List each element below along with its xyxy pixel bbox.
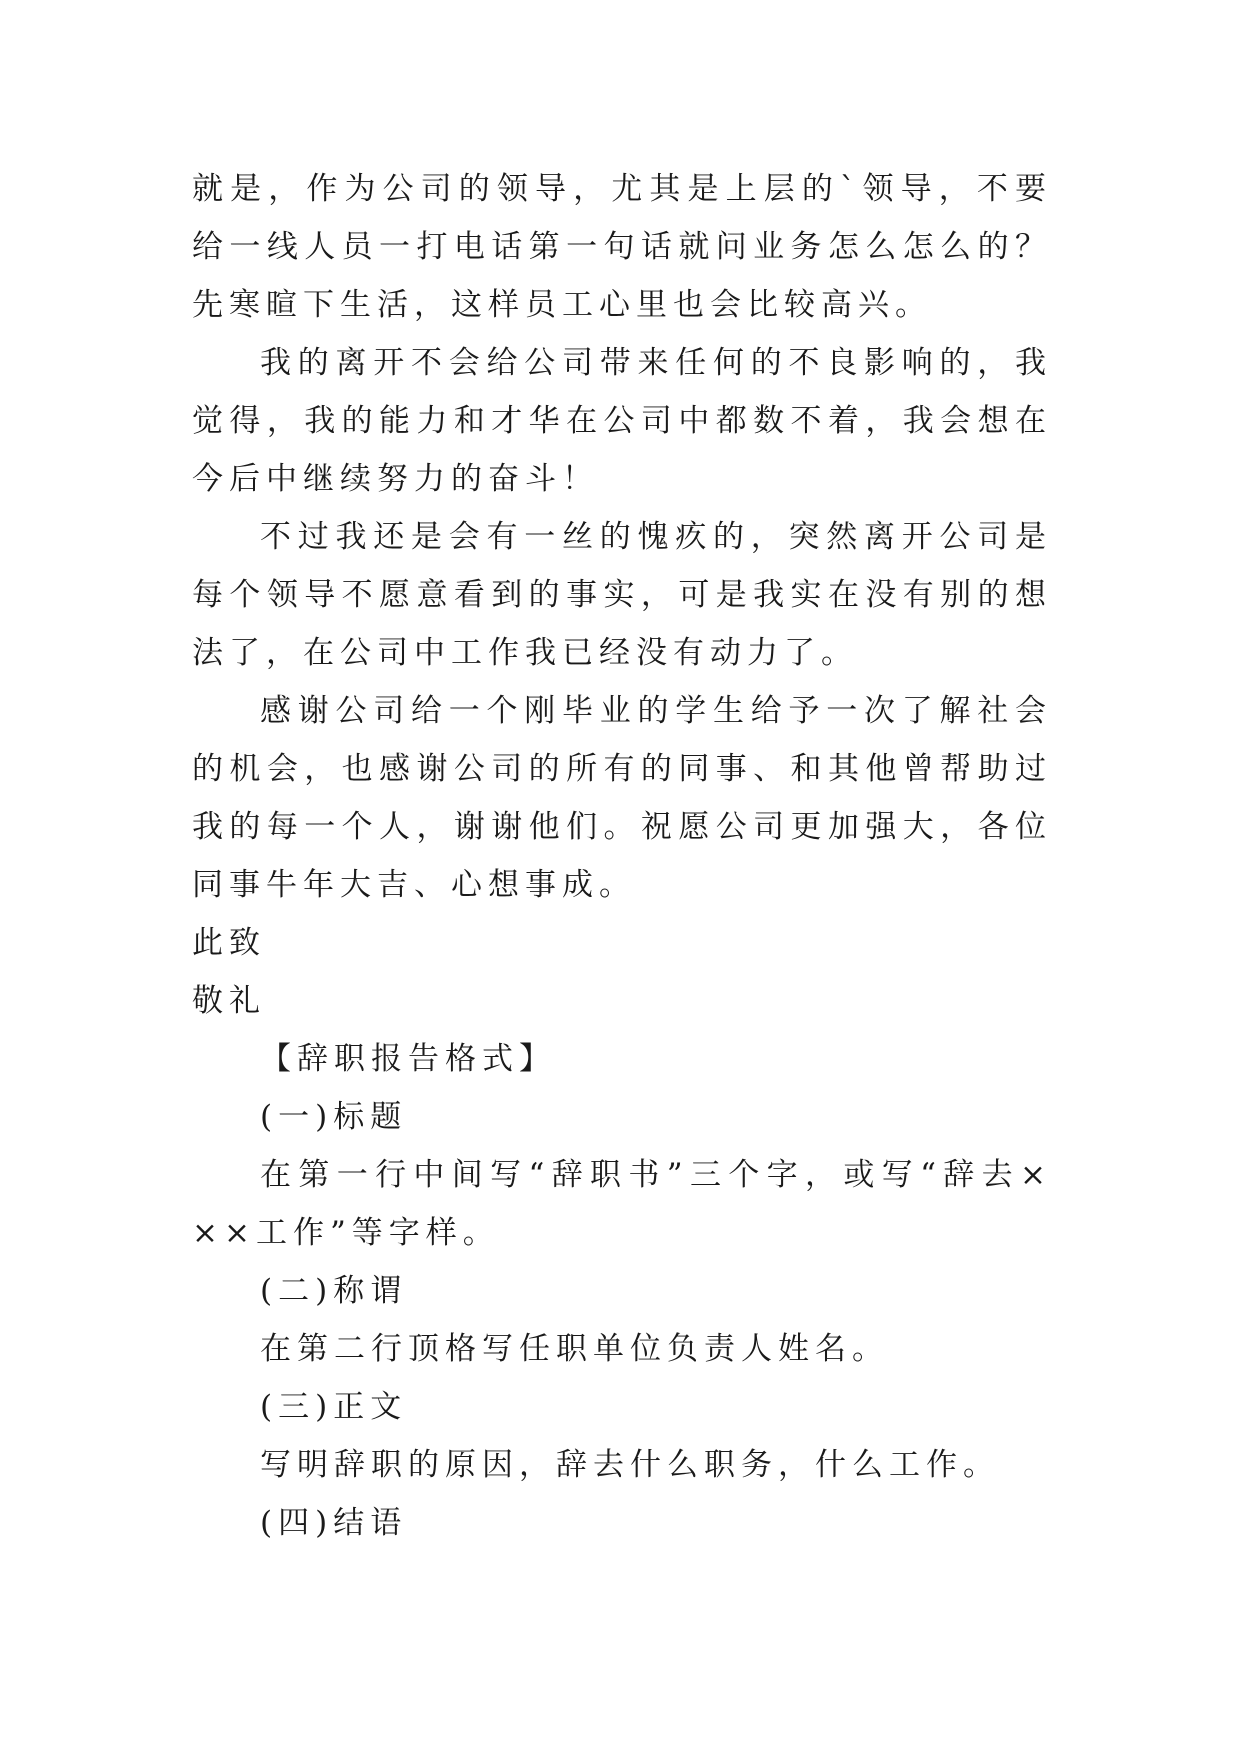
section-body-title: 在第一行中间写“辞职书”三个字，或写“辞去×××工作”等字样。 <box>192 1157 1052 1251</box>
section-heading-main-text: (三)正文 <box>260 1389 408 1425</box>
section-body-salutation: 在第二行顶格写任职单位负责人姓名。 <box>260 1331 889 1367</box>
paragraph-continuation: 就是，作为公司的领导，尤其是上层的`领导，不要给一线人员一打电话第一句话就问业务怎么怎么的？先寒暄下生活，这样员工心里也会比较高兴。 <box>192 171 1052 323</box>
format-heading: 【辞职报告格式】 <box>260 1041 556 1077</box>
paragraph-regret: 不过我还是会有一丝的愧疚的，突然离开公司是每个领导不愿意看到的事实，可是我实在没有别的想法了，在公司中工作我已经没有动力了。 <box>192 519 1052 671</box>
section-body-main-text: 写明辞职的原因，辞去什么职务，什么工作。 <box>260 1447 1000 1483</box>
closing-regards: 敬礼 <box>192 983 266 1019</box>
paragraph-departure-impact: 我的离开不会给公司带来任何的不良影响的，我觉得，我的能力和才华在公司中都数不着，我会想在今后中继续努力的奋斗！ <box>192 345 1052 497</box>
section-heading-salutation: (二)称谓 <box>260 1273 408 1309</box>
section-heading-conclusion: (四)结语 <box>260 1505 408 1541</box>
paragraph-thanks: 感谢公司给一个刚毕业的学生给予一次了解社会的机会，也感谢公司的所有的同事、和其他曾帮助过我的每一个人，谢谢他们。祝愿公司更加强大，各位同事牛年大吉、心想事成。 <box>192 693 1052 903</box>
document-body <box>192 160 1052 1552</box>
closing-salutation: 此致 <box>192 925 266 961</box>
section-heading-title: (一)标题 <box>260 1099 408 1135</box>
